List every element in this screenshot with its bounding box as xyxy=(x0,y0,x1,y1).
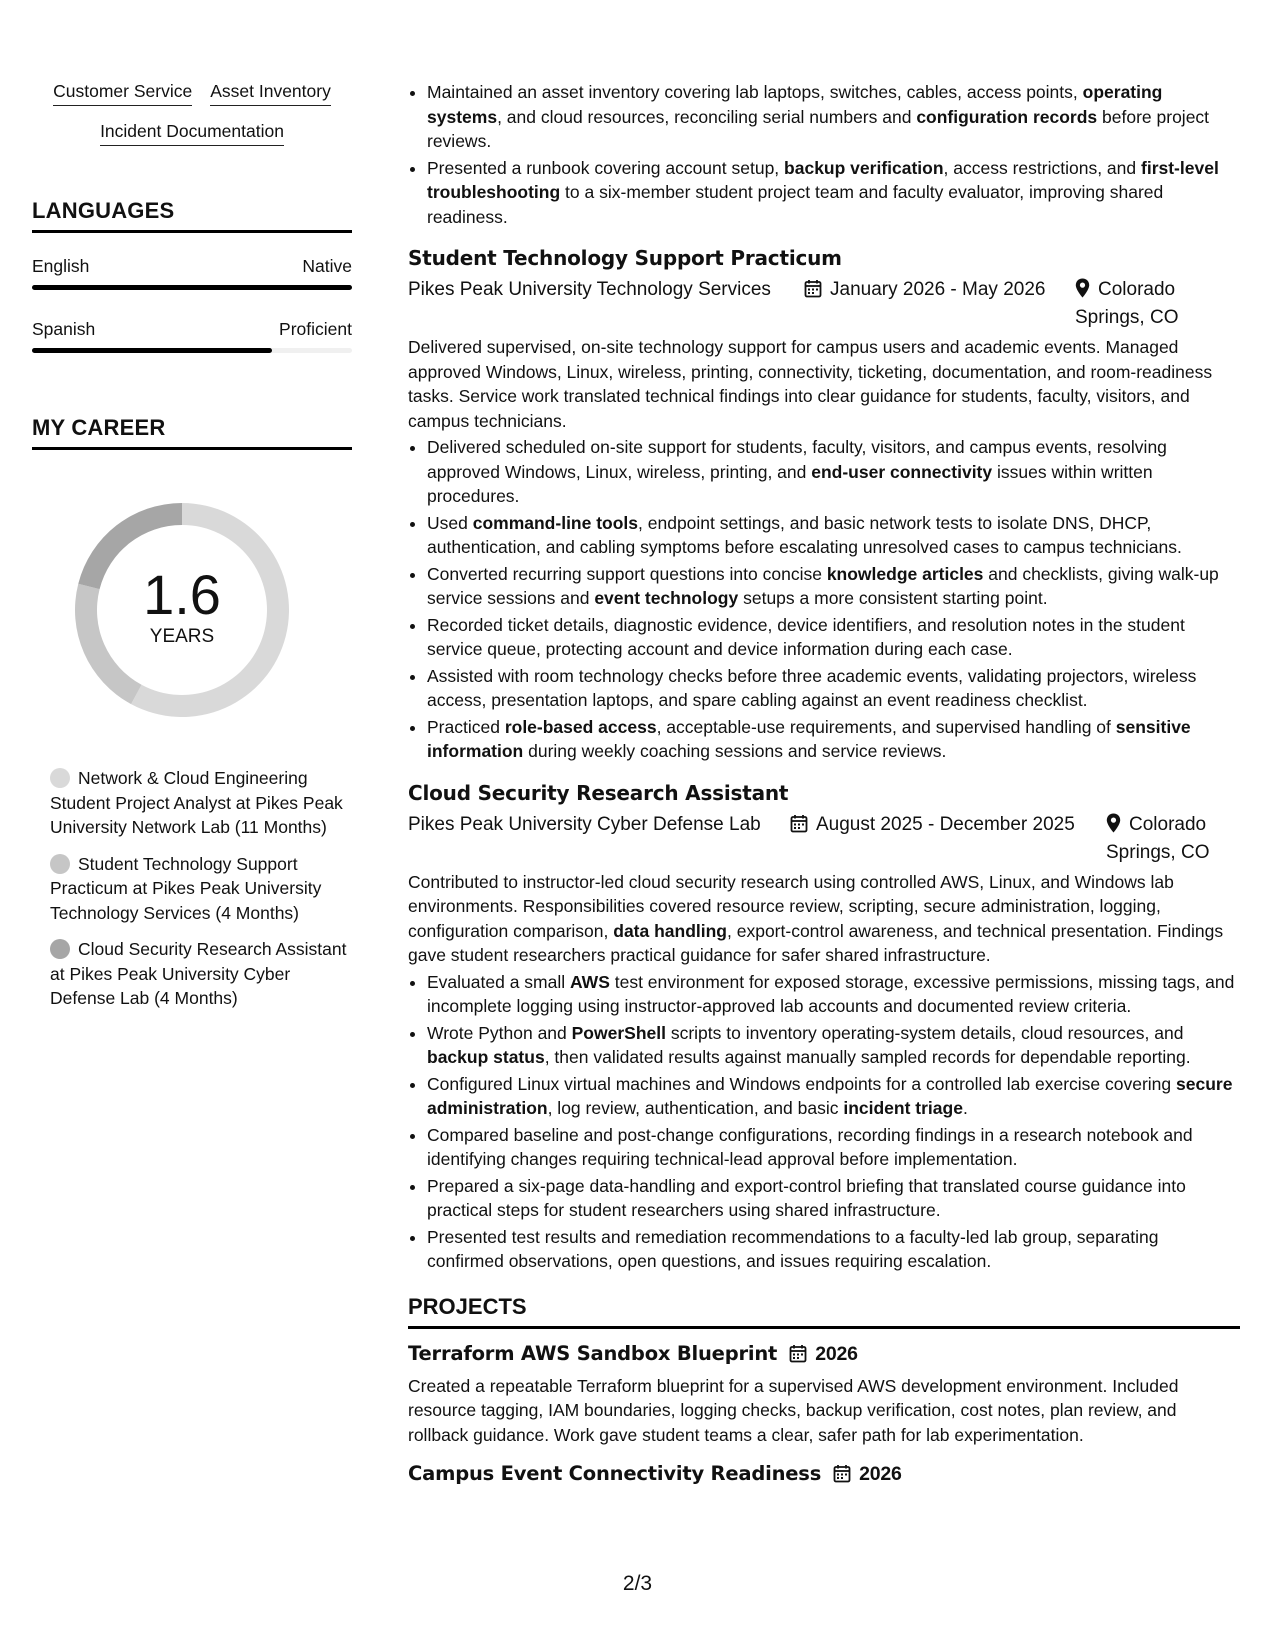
page-number: 2/3 xyxy=(622,1572,653,1595)
bullet-item: • Practiced role-based access, acceptable-use requirements, and supervised handling of sensitive information during weekly coaching sessions and service reviews. xyxy=(427,715,1240,764)
career-legend xyxy=(32,766,352,1011)
calendar-icon xyxy=(790,814,808,840)
language-level: Proficient xyxy=(279,319,352,339)
language-name: English xyxy=(32,256,90,276)
project-entry xyxy=(408,1461,1240,1490)
continued-bullets xyxy=(408,80,1240,229)
bullet-item: • Assisted with room technology checks before three academic events, validating projectors, wireless access, presentation laptops, and spare cabling against an event readiness checklist. xyxy=(427,664,1240,713)
language-level-bar xyxy=(32,348,352,353)
calendar-icon xyxy=(833,1464,851,1490)
job-location xyxy=(1075,277,1235,330)
legend-label: Student Technology Support Practicum at Pikes Peak University Technology Services (4 Months) xyxy=(50,853,322,923)
bullet-item: • Used command-line tools, endpoint settings, and basic network tests to isolate DNS, DHCP, authentication, and cabling symptoms before escalating unresolved cases to campus technicians. xyxy=(427,511,1240,560)
bullet-item: • Delivered scheduled on-site support for students, faculty, visitors, and campus events, resolving approved Windows, Linux, wireless, printing, and end-user connectivity issues within written procedures. xyxy=(427,435,1240,509)
career-legend-item xyxy=(50,766,352,840)
language-item xyxy=(32,318,352,353)
job-location-text: Colorado Springs, CO xyxy=(1075,279,1179,328)
bullet-item: • Recorded ticket details, diagnostic evidence, device identifiers, and resolution notes in the student service queue, protecting account and device information during each case. xyxy=(427,613,1240,662)
job-dates-text: August 2025 - December 2025 xyxy=(816,813,1075,835)
legend-dot xyxy=(50,854,70,874)
job-organization: Pikes Peak University Technology Services xyxy=(408,279,771,300)
career-legend-item xyxy=(50,852,352,926)
main-content xyxy=(408,80,1240,1490)
career-total-years: 1.6 xyxy=(143,563,221,626)
job-meta xyxy=(408,812,1240,862)
job-title: Cloud Security Research Assistant xyxy=(408,780,789,805)
language-level-bar xyxy=(32,285,352,290)
bullet-item: • Presented a runbook covering account setup, backup verification, access restrictions, and first-level troubleshooting to a six-member student project team and faculty evaluator, improving shared readiness. xyxy=(427,156,1240,230)
project-title: Campus Event Connectivity Readiness xyxy=(408,1462,822,1485)
bullet-item: • Configured Linux virtual machines and Windows endpoints for a controlled lab exercise covering secure administration, log review, authentication, and basic incident triage. xyxy=(427,1072,1240,1121)
bullet-item: • Evaluated a small AWS test environment for exposed storage, excessive permissions, missing tags, and incomplete logging using instructor-approved lab accounts and documented review criteria. xyxy=(427,970,1240,1019)
skill-tags xyxy=(32,80,352,146)
job-bullets xyxy=(408,970,1240,1274)
sidebar xyxy=(32,80,352,1011)
job-entry xyxy=(408,780,1240,1274)
legend-label: Cloud Security Research Assistant at Pikes Peak University Cyber Defense Lab (4 Months) xyxy=(50,939,347,1008)
career-heading: MY CAREER xyxy=(32,415,352,450)
career-donut-chart xyxy=(62,490,302,730)
project-title: Terraform AWS Sandbox Blueprint xyxy=(408,1341,778,1365)
job-organization: Pikes Peak University Cyber Defense Lab xyxy=(408,813,761,835)
languages-heading: LANGUAGES xyxy=(32,198,352,233)
legend-dot xyxy=(50,768,70,788)
job-dates-text: January 2026 - May 2026 xyxy=(830,279,1046,300)
skill-tag: Asset Inventory xyxy=(210,80,331,106)
job-title: Student Technology Support Practicum xyxy=(408,246,842,270)
language-level-fill xyxy=(32,285,352,290)
job-summary: Contributed to instructor-led cloud security research using controlled AWS, Linux, and Windows lab environments. Responsibilities covered resource review, scripting, secure administration, logging, configuration comparison, data handling, export-control awareness, and technical presentation. Findings gave student researchers practical guidance for safer shared infrastructure. xyxy=(408,871,1224,965)
calendar-icon xyxy=(804,279,822,305)
project-title-row xyxy=(408,1341,1240,1370)
job-dates xyxy=(804,277,1045,305)
bullet-item: • Presented test results and remediation recommendations to a faculty-led lab group, separating confirmed observations, open questions, and issues requiring escalation. xyxy=(427,1225,1240,1274)
project-entry xyxy=(408,1341,1240,1448)
project-year: 2026 xyxy=(859,1463,902,1485)
legend-dot xyxy=(50,939,70,959)
job-dates xyxy=(790,812,1075,840)
job-entry xyxy=(408,245,1240,764)
project-title-row xyxy=(408,1461,1240,1490)
career-legend-item xyxy=(50,937,352,1011)
job-summary: Delivered supervised, on-site technology support for campus users and academic events. Managed approved Windows, Linux, wireless, printing, connectivity, ticketing, documentation, and room-readiness tasks. Service work translated technical findings into clear guidance for students, faculty, visitors, and campus technicians. xyxy=(408,337,1213,431)
bullet-item: • Wrote Python and PowerShell scripts to inventory operating-system details, cloud resources, and backup status, then validated results against manually sampled records for dependable reporting. xyxy=(427,1021,1240,1070)
bullet-item: • Compared baseline and post-change configurations, recording findings in a research notebook and identifying changes requiring technical-lead approval before implementation. xyxy=(427,1123,1240,1172)
language-item xyxy=(32,255,352,290)
job-meta xyxy=(408,277,1240,327)
map-pin-icon xyxy=(1106,813,1121,840)
job-bullets xyxy=(408,435,1240,764)
skill-tag: Customer Service xyxy=(53,80,192,106)
language-level: Native xyxy=(302,256,352,276)
legend-label: Network & Cloud Engineering Student Project Analyst at Pikes Peak University Network Lab (11 Months) xyxy=(50,768,343,837)
bullet-item: • Prepared a six-page data-handling and export-control briefing that translated course guidance into practical steps for student researchers using shared infrastructure. xyxy=(427,1174,1240,1223)
bullet-item: • Converted recurring support questions into concise knowledge articles and checklists, giving walk-up service sessions and event technology setups a more consistent starting point. xyxy=(427,562,1240,611)
career-donut-center xyxy=(62,490,302,730)
projects-heading: PROJECTS xyxy=(408,1294,1240,1329)
calendar-icon xyxy=(789,1344,807,1370)
language-level-fill xyxy=(32,348,272,353)
project-description: Created a repeatable Terraform blueprint for a supervised AWS development environment. Included resource tagging, IAM boundaries, logging checks, backup verification, cost notes, plan review, and rollback guidance. Work gave student teams a clear, safer path for lab experimentation. xyxy=(408,1375,1179,1445)
career-total-unit: YEARS xyxy=(149,626,215,647)
job-location xyxy=(1106,812,1240,865)
map-pin-icon xyxy=(1075,278,1090,305)
bullet-item: • Maintained an asset inventory covering lab laptops, switches, cables, access points, operating systems, and cloud resources, reconciling serial numbers and configuration records before project reviews. xyxy=(427,80,1240,154)
skill-tag: Incident Documentation xyxy=(100,120,284,146)
language-name: Spanish xyxy=(32,319,96,339)
project-year: 2026 xyxy=(815,1342,858,1365)
job-location-text: Colorado Springs, CO xyxy=(1106,813,1210,863)
